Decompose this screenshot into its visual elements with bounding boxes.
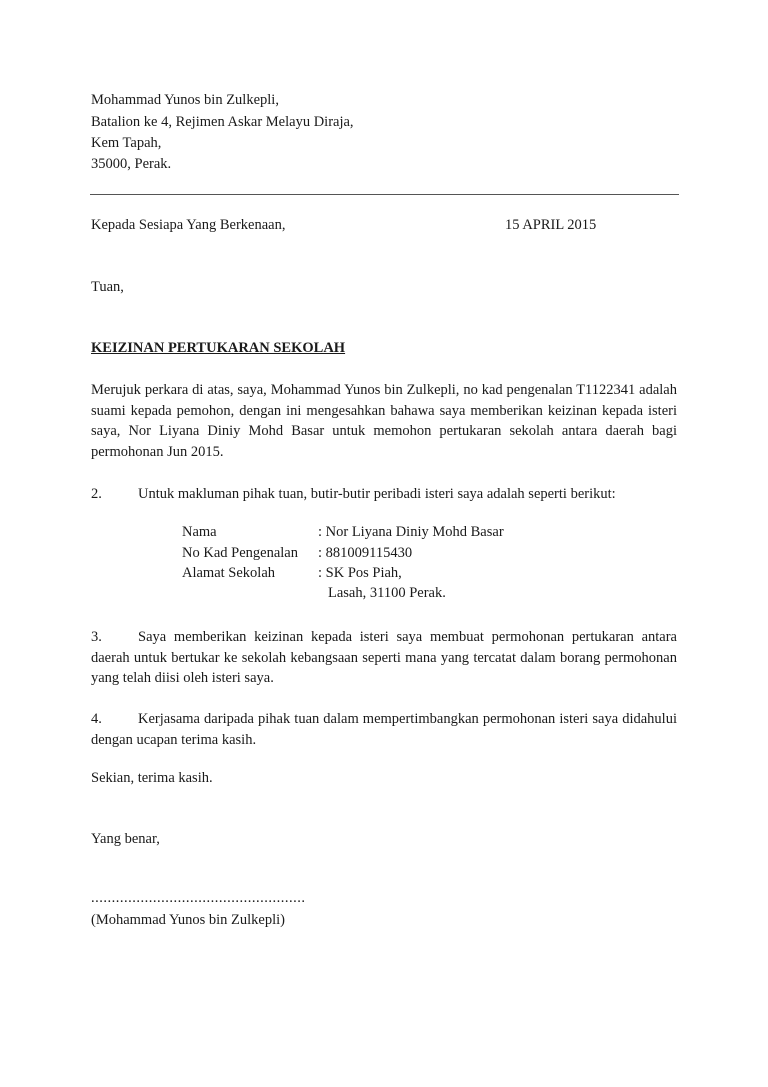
paragraph-2-number: 2. (91, 486, 102, 502)
signature-line: .................................................... (91, 890, 306, 906)
paragraph-3-number: 3. (91, 629, 102, 645)
paragraph-4-text: Kerjasama daripada pihak tuan dalam mempertimbangkan permohonan isteri saya didahului dengan ucapan terima kasih. (91, 711, 677, 748)
closing: Sekian, terima kasih. (91, 770, 213, 786)
recipient: Kepada Sesiapa Yang Berkenaan, (91, 217, 286, 233)
sender-camp: Kem Tapah, (91, 135, 162, 151)
detail-label-ic: No Kad Pengenalan (182, 545, 298, 561)
signatory-name: (Mohammad Yunos bin Zulkepli) (91, 912, 285, 928)
sender-postcode: 35000, Perak. (91, 156, 172, 172)
valediction: Yang benar, (91, 831, 160, 847)
detail-value-name: : Nor Liyana Diniy Mohd Basar (318, 524, 504, 540)
paragraph-4-number: 4. (91, 711, 102, 727)
paragraph-3-text: Saya memberikan keizinan kepada isteri saya membuat permohonan pertukaran antara daerah untuk bertukar ke sekolah kebangsaan seperti mana yang tercatat dalam borang permohonan yang telah diisi oleh isteri saya. (91, 629, 677, 686)
letter-date: 15 APRIL 2015 (505, 217, 597, 233)
letter-subject: KEIZINAN PERTUKARAN SEKOLAH (91, 340, 346, 356)
paragraph-4 (91, 709, 677, 750)
detail-label-school: Alamat Sekolah (182, 565, 276, 581)
detail-value-school-address: Lasah, 31100 Perak. (328, 585, 446, 601)
header-divider (90, 194, 679, 195)
sender-unit: Batalion ke 4, Rejimen Askar Melayu Diraja, (91, 114, 354, 130)
detail-value-ic: : 881009115430 (318, 545, 413, 561)
paragraph-2-text: Untuk makluman pihak tuan, butir-butir peribadi isteri saya adalah seperti berikut: (138, 486, 616, 502)
detail-label-name: Nama (182, 524, 217, 540)
paragraph-1: Merujuk perkara di atas, saya, Mohammad Yunos bin Zulkepli, no kad pengenalan T1122341 adalah suami kepada pemohon, dengan ini mengesahkan bahawa saya memberikan keizinan kepada isteri saya, Nor Liyana Diniy Mohd Basar untuk memohon pertukaran sekolah antara daerah bagi permohonan Jun 2015. (91, 382, 677, 460)
sender-name: Mohammad Yunos bin Zulkepli, (91, 92, 279, 108)
detail-value-school: : SK Pos Piah, (318, 565, 402, 581)
paragraph-3 (91, 627, 677, 689)
salutation: Tuan, (91, 279, 124, 295)
paragraph-2 (91, 484, 677, 505)
